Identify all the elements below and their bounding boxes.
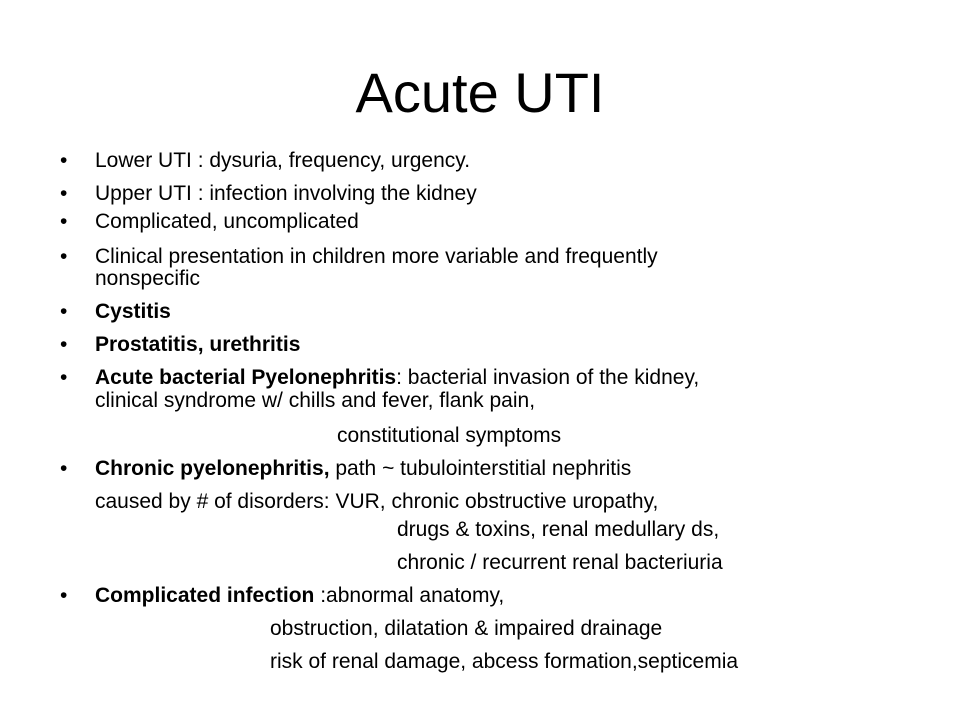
bullet-marker: •: [60, 245, 68, 268]
bullet-text-bold: Chronic pyelonephritis,: [95, 457, 330, 480]
bullet-text-line3: drugs & toxins, renal medullary ds,: [397, 518, 720, 541]
bullet-text-line1: Clinical presentation in children more variable and frequently: [95, 245, 658, 268]
bullet-text-mixed: [95, 584, 504, 608]
bullet-text-line3: risk of renal damage, abcess formation,septicemia: [270, 650, 739, 673]
bullet-marker: •: [60, 457, 68, 480]
bullet-text: :abnormal anatomy,: [314, 584, 505, 607]
bullet-text-line2: nonspecific: [95, 267, 201, 290]
bullet-text: Complicated, uncomplicated: [95, 210, 359, 233]
slide-title: Acute UTI: [355, 61, 605, 124]
bullet-text-bold: Acute bacterial Pyelonephritis: [95, 366, 397, 389]
bullet-marker: •: [60, 333, 68, 356]
bullet-text-line2: clinical syndrome w/ chills and fever, flank pain,: [95, 389, 536, 412]
bullet-marker: •: [60, 366, 68, 389]
bullet-text-bold: Complicated infection: [95, 584, 315, 607]
bullet-text-bold: Prostatitis, urethritis: [95, 333, 301, 356]
bullet-marker: •: [60, 149, 68, 172]
bullet-text-mixed: [95, 366, 699, 390]
bullet-text-bold: Cystitis: [95, 300, 171, 323]
bullet-marker: •: [60, 182, 68, 205]
bullet-text-line3: constitutional symptoms: [337, 424, 562, 447]
bullet-marker: •: [60, 210, 68, 233]
bullet-text: : bacterial invasion of the kidney,: [396, 366, 700, 389]
bullet-text: Upper UTI : infection involving the kidney: [95, 182, 477, 205]
bullet-text-line2: obstruction, dilatation & impaired drainage: [270, 617, 663, 640]
bullet-marker: •: [60, 584, 68, 607]
bullet-text: path ~ tubulointerstitial nephritis: [329, 457, 632, 480]
bullet-text: Lower UTI : dysuria, frequency, urgency.: [95, 149, 471, 172]
bullet-marker: •: [60, 300, 68, 323]
bullet-text-mixed: [95, 457, 631, 481]
bullet-text-line4: chronic / recurrent renal bacteriuria: [397, 551, 723, 574]
bullet-text-line2: caused by # of disorders: VUR, chronic obstructive uropathy,: [95, 490, 659, 513]
